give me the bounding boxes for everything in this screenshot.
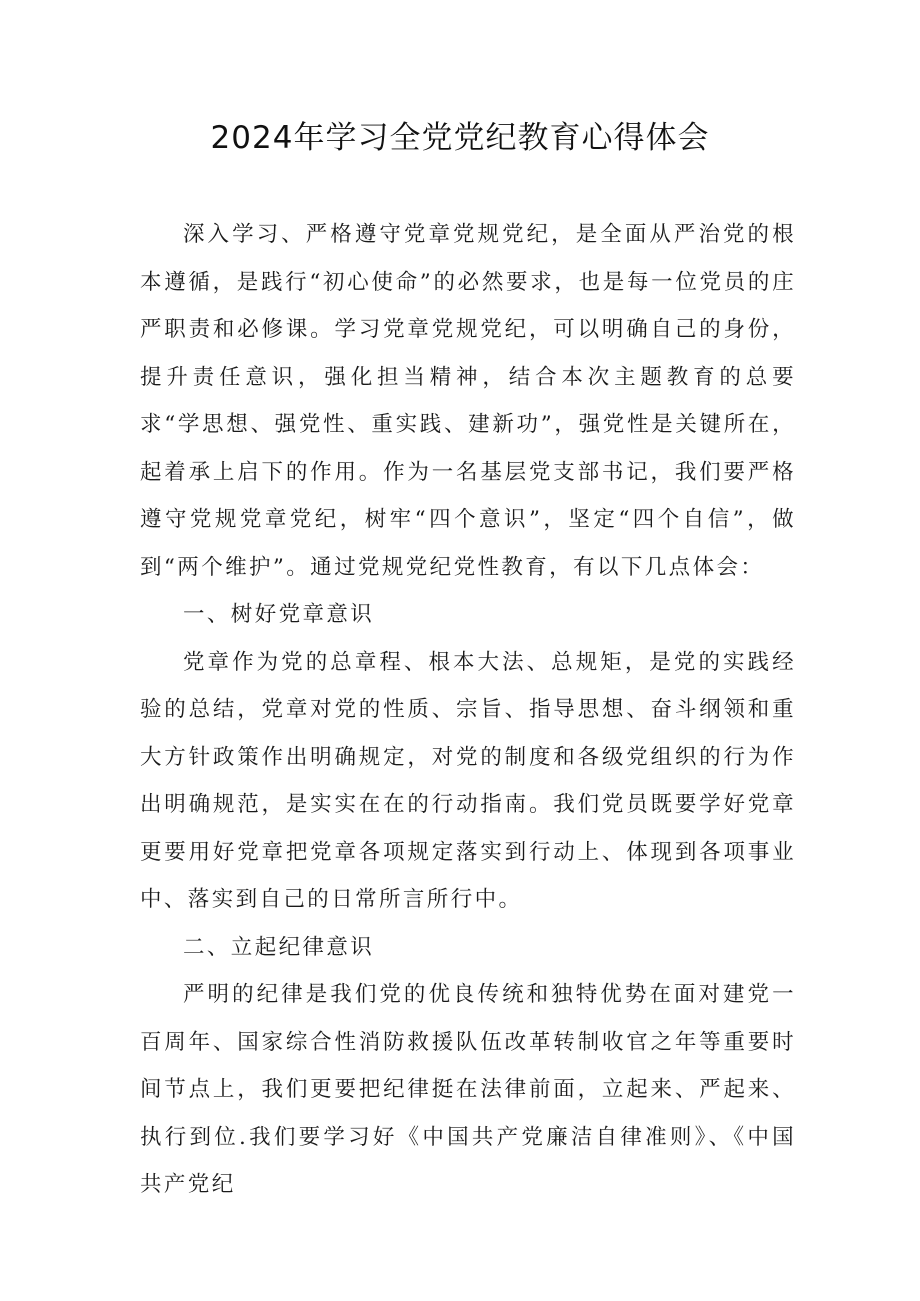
section-2-paragraph: 严明的纪律是我们党的优良传统和独特优势在面对建党一百周年、国家综合性消防救援队伍改革转制收官之年等重要时间节点上，我们更要把纪律挺在法律前面，立起来、严起来、执行到位.我们要学习好《中国共产党廉洁自律准则》、《中国共产党纪 bbox=[140, 982, 796, 1197]
document-title: 2024年学习全党党纪教育心得体会 bbox=[210, 120, 710, 156]
section-2-heading: 二、立起纪律意识 bbox=[183, 934, 375, 960]
document-body bbox=[140, 211, 796, 1209]
section-1-heading: 一、树好党章意识 bbox=[183, 602, 375, 627]
section-1-paragraph: 党章作为党的总章程、根本大法、总规矩，是党的实践经验的总结，党章对党的性质、宗旨、指导思想、奋斗纲领和重大方针政策作出明确规定，对党的制度和各级党组织的行为作出明确规范，是实实在在的行动指南。我们党员既要学好党章更要用好党章把党章各项规定落实到行动上、体现到各项事业中、落实到自己的日常所言所行中。 bbox=[140, 649, 796, 912]
intro-paragraph: 深入学习、严格遵守党章党规党纪，是全面从严治党的根本遵循，是践行“初心使命”的必然要求，也是每一位党员的庄严职责和必修课。学习党章党规党纪，可以明确自己的身份，提升责任意识，强化担当精神，结合本次主题教育的总要求“学思想、强党性、重实践、建新功”，强党性是关键所在，起着承上启下的作用。作为一名基层党支部书记，我们要严格遵守党规党章党纪，树牢“四个意识”，坚定“四个自信”，做到“两个维护”。通过党规党纪党性教育，有以下几点体会： bbox=[140, 222, 796, 580]
